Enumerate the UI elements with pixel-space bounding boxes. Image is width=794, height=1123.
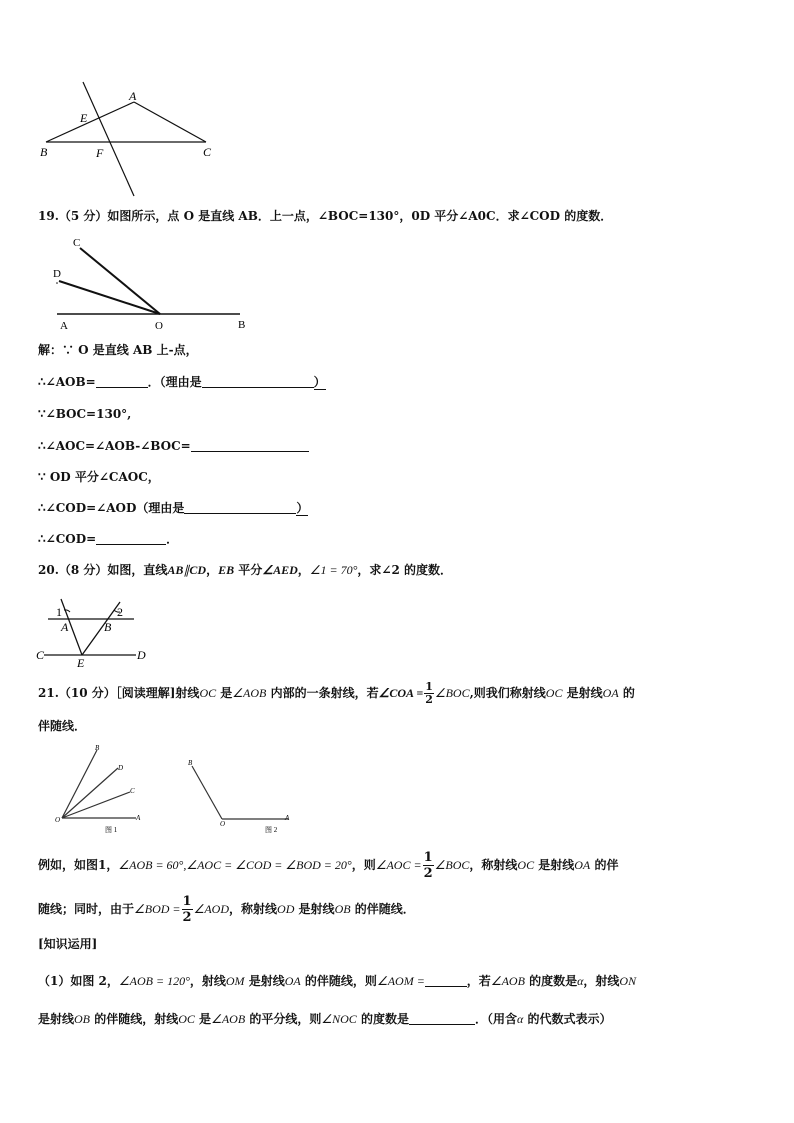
q20-d: ， <box>297 563 310 577</box>
figure-q21-1 <box>50 742 160 836</box>
frac-num: 1 <box>423 850 433 865</box>
q19-l7-end: ． <box>166 532 179 546</box>
label-B: B <box>95 744 100 752</box>
label-A: A <box>60 320 68 332</box>
q21-line1 <box>38 680 635 706</box>
ex-c: ，称射线 <box>469 858 518 872</box>
answer-blank[interactable] <box>425 974 467 987</box>
q21-coa: ∠COA = <box>378 686 424 700</box>
p1-aom: ∠AOM = <box>376 974 425 988</box>
p2-g: 的代数式表示） <box>523 1012 612 1026</box>
q19-l6-text: ∴∠COD=∠AOD（理由是 <box>38 501 185 515</box>
p1-a: （1）如图 2， <box>38 974 119 988</box>
q21-oc: OC <box>199 686 217 700</box>
ex2-d: 的伴随线． <box>350 902 415 916</box>
ex-b: ，则 <box>351 858 376 872</box>
answer-blank[interactable] <box>96 375 148 388</box>
frac-den: 2 <box>423 866 433 881</box>
q19-line2 <box>38 374 326 390</box>
fraction-half <box>424 681 434 706</box>
label-D: D <box>118 764 124 772</box>
label-A: A <box>285 814 290 822</box>
q20-eb: EB <box>218 563 235 577</box>
ex-eq2: ∠AOC = <box>375 858 422 872</box>
p2-noc: ∠NOC <box>321 1012 357 1026</box>
label-B: B <box>188 759 193 767</box>
label-E: E <box>77 656 85 668</box>
q21-example-line1 <box>38 848 618 882</box>
p1-d: 的伴随线，则 <box>300 974 377 988</box>
q21-b: 是 <box>216 686 233 700</box>
label-D: D <box>53 268 61 280</box>
figure-q20 <box>34 596 154 668</box>
p2-e: 的度数是 <box>356 1012 409 1026</box>
q20-ang1: ∠1 = 70° <box>309 563 358 577</box>
fraction-half <box>423 850 434 881</box>
q20-aed: ∠AED <box>262 563 298 577</box>
q21-part1-line1 <box>38 973 636 989</box>
frac-den: 2 <box>425 693 433 706</box>
ex2-a: 随线；同时，由于 <box>38 902 135 916</box>
q19-l4-text: ∴∠AOC=∠AOB-∠BOC= <box>38 439 191 453</box>
q21-f: 的 <box>618 686 635 700</box>
p2-c: 是 <box>194 1012 212 1026</box>
ex-d: 是射线 <box>534 858 575 872</box>
figure-triangle <box>34 80 224 200</box>
label-B: B <box>104 620 112 634</box>
p2-f: ．（用含 <box>474 1012 517 1026</box>
label-1: 1 <box>56 605 62 619</box>
q21-line2: 伴随线． <box>38 719 87 733</box>
q19-line6 <box>38 500 308 516</box>
q21-c: 内部的一条射线，若 <box>266 686 379 700</box>
p2-ob: OB <box>74 1012 91 1026</box>
ex-boc: ∠BOC <box>434 858 470 872</box>
label-F: F <box>96 146 104 160</box>
q21-section-heading: [知识运用] <box>38 937 98 951</box>
answer-blank[interactable] <box>96 532 166 545</box>
p1-e: ，若 <box>466 974 491 988</box>
ex2-od: OD <box>277 902 295 916</box>
q19-l2-reason: ．（理由是 <box>147 375 202 389</box>
q20-cd: CD <box>189 563 207 577</box>
q21-oa: OA <box>602 686 619 700</box>
label-C: C <box>73 237 81 249</box>
q21-e: 是射线 <box>562 686 603 700</box>
ex2-c: 是射线 <box>294 902 335 916</box>
p1-om: OM <box>225 974 245 988</box>
p1-alpha: α <box>577 974 584 988</box>
q21-example-line2 <box>38 892 415 926</box>
label-E: E <box>80 111 88 125</box>
q21-d: ,则我们称射线 <box>469 686 546 700</box>
q19-line7 <box>38 531 178 547</box>
q21-aob: ∠AOB <box>232 686 267 700</box>
p2-aob: ∠AOB <box>211 1012 246 1026</box>
p2-alpha: α <box>516 1012 524 1026</box>
label-2: 2 <box>117 605 123 619</box>
p2-a: 是射线 <box>38 1012 75 1026</box>
label-D: D <box>137 648 146 662</box>
q21-boc: ∠BOC <box>434 686 470 700</box>
label-C: C <box>130 787 135 795</box>
frac-den: 2 <box>182 910 192 925</box>
p2-oc: OC <box>178 1012 195 1026</box>
q20-c: 平分 <box>234 563 263 577</box>
q20-a: 20.（8 分）如图，直线 <box>38 563 168 577</box>
label-A: A <box>136 814 141 822</box>
figure-q21-2 <box>180 754 300 836</box>
frac-num: 1 <box>425 680 433 693</box>
ex-a: 例如，如图1， <box>38 858 119 872</box>
q19-line3: ∵∠BOC=130°, <box>38 407 132 421</box>
p1-g: ，射线 <box>583 974 620 988</box>
q19-l2-close: ） <box>313 375 326 389</box>
label-C: C <box>36 648 45 662</box>
caption-fig1: 图 1 <box>105 826 118 834</box>
ex2-ob: OB <box>334 902 351 916</box>
caption-fig2: 图 2 <box>265 826 278 834</box>
fraction-half <box>182 894 193 925</box>
answer-blank[interactable] <box>409 1012 475 1025</box>
p1-f: 的度数是 <box>524 974 578 988</box>
q20-e: ，求∠2 的度数． <box>357 563 453 577</box>
ex2-aod: ∠AOD <box>193 902 230 916</box>
ex-e: 的伴 <box>590 858 619 872</box>
p2-d: 的平分线，则 <box>245 1012 322 1026</box>
q21-oc2: OC <box>545 686 563 700</box>
q19-title: 19.（5 分）如图所示，点 O 是直线 AB．上一点，∠BOC=130°，0D 平分∠A0C．求∠COD 的度数． <box>38 209 613 223</box>
ex2-bod: ∠BOD = <box>134 902 181 916</box>
q20-title <box>38 562 452 578</box>
ex-eq1: ∠AOB = 60°,∠AOC = ∠COD = ∠BOD = 20° <box>118 858 352 872</box>
frac-num: 1 <box>182 894 192 909</box>
figure-q19 <box>50 232 260 332</box>
p1-on: ON <box>619 974 637 988</box>
p1-c: 是射线 <box>244 974 285 988</box>
label-O: O <box>220 820 226 828</box>
q20-b: ， <box>206 563 219 577</box>
label-C: C <box>203 145 212 159</box>
q19-line5: ∵ OD 平分∠CAOC， <box>38 470 160 484</box>
p1-aob: ∠AOB <box>490 974 525 988</box>
p1-b: ，射线 <box>189 974 226 988</box>
ex-oa: OA <box>574 858 591 872</box>
answer-blank[interactable] <box>191 439 309 452</box>
p1-oa: OA <box>284 974 301 988</box>
ex2-b: ，称射线 <box>229 902 278 916</box>
q21-part1-line2 <box>38 1011 611 1027</box>
p1-eq: ∠AOB = 120° <box>118 974 190 988</box>
label-B: B <box>40 145 48 159</box>
q21-a: 21.（10 分）［阅读理解]射线 <box>38 686 200 700</box>
q20-ab: AB <box>167 563 184 577</box>
ex-oc: OC <box>517 858 535 872</box>
reason-blank[interactable] <box>184 501 296 514</box>
q19-line4 <box>38 438 309 454</box>
q19-l2-text: ∴∠AOB= <box>38 375 96 389</box>
q20-par: ∥ <box>183 563 190 577</box>
reason-blank[interactable] <box>202 375 314 388</box>
q19-l7-text: ∴∠COD= <box>38 532 97 546</box>
p2-b: 的伴随线，射线 <box>90 1012 179 1026</box>
label-O: O <box>155 320 163 332</box>
label-O: O <box>55 816 61 824</box>
q19-l6-close: ） <box>296 501 309 515</box>
label-A: A <box>129 89 137 103</box>
label-A: A <box>61 620 69 634</box>
q19-line1: 解：∵ O 是直线 AB 上-点， <box>38 343 198 357</box>
label-B: B <box>238 319 246 331</box>
